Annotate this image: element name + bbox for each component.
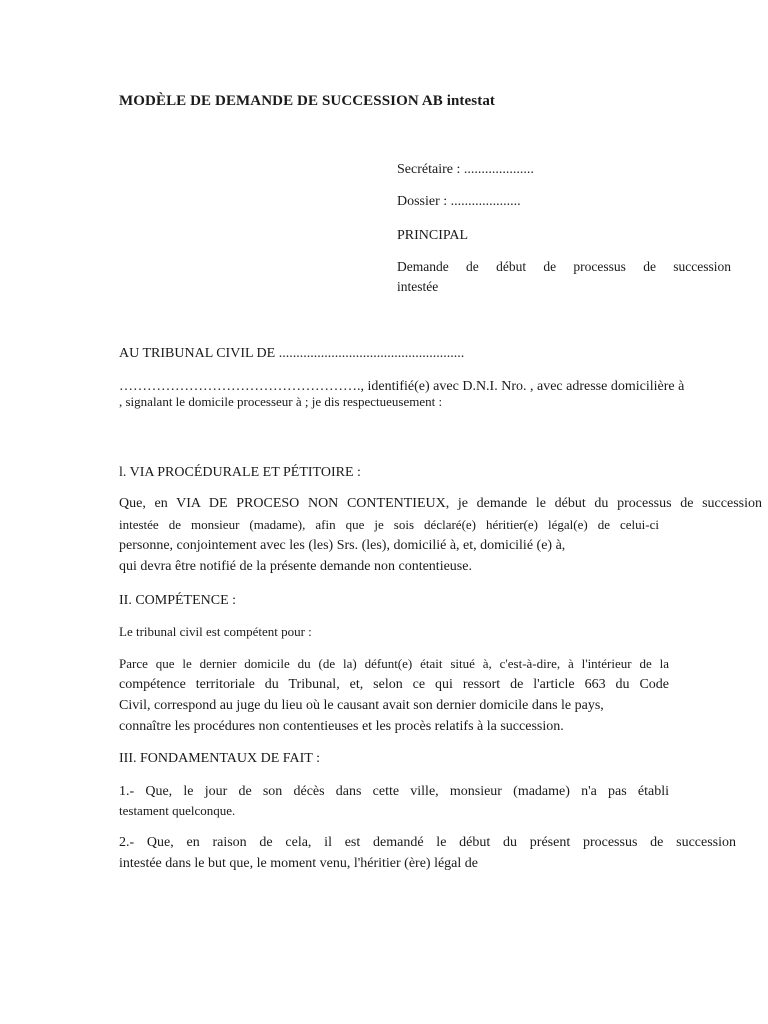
section-1-heading: l. VIA PROCÉDURALE ET PÉTITOIRE : bbox=[119, 465, 361, 480]
tribunal-line: AU TRIBUNAL CIVIL DE ..................................................... bbox=[119, 346, 465, 361]
section-2-line-3: Civil, correspond au juge du lieu où le causant avait son dernier domicile dans le pays, bbox=[119, 698, 604, 713]
identification-paragraph bbox=[119, 376, 732, 409]
section-3-item-1 bbox=[119, 781, 669, 819]
section-1-line-3: personne, conjointement avec les (les) Srs. (les), domicilié à, et, domicilié (e) à, bbox=[119, 538, 566, 553]
section-3-item-2-line-2: intestée dans le but que, le moment venu, l'héritier (ère) légal de bbox=[119, 856, 478, 871]
section-3-item-2-line-1: 2.- Que, en raison de cela, il est demandé le début du présent processus de succession bbox=[119, 835, 736, 850]
section-3-item-1-line-1: 1.- Que, le jour de son décès dans cette ville, monsieur (madame) n'a pas établi bbox=[119, 784, 669, 799]
document-title: MODÈLE DE DEMANDE DE SUCCESSION AB intestat bbox=[119, 93, 496, 109]
dossier-field: Dossier : .................... bbox=[397, 194, 521, 209]
section-2-intro: Le tribunal civil est compétent pour : bbox=[119, 624, 312, 639]
identification-line-1: ……………………………………………., identifié(e) avec D.N.I. Nro. , avec adresse domicilière à bbox=[119, 379, 685, 394]
secretaire-field: Secrétaire : .................... bbox=[397, 162, 534, 177]
demande-line-2: intestée bbox=[397, 279, 439, 294]
section-2-paragraph bbox=[119, 653, 669, 737]
section-2-line-1: Parce que le dernier domicile du (de la) défunt(e) était situé à, c'est-à-dire, à l'intérieur de la bbox=[119, 656, 669, 671]
demande-line-1: Demande de début de processus de succession bbox=[397, 259, 731, 274]
section-3-heading: III. FONDAMENTAUX DE FAIT : bbox=[119, 751, 320, 766]
section-1-line-4: qui devra être notifié de la présente demande non contentieuse. bbox=[119, 559, 472, 574]
section-2-line-4: connaître les procédures non contentieuses et les procès relatifs à la succession. bbox=[119, 719, 564, 734]
section-3-item-2 bbox=[119, 832, 736, 874]
identification-line-2: , signalant le domicile processeur à ; je dis respectueusement : bbox=[119, 394, 443, 409]
demande-description bbox=[397, 257, 731, 297]
section-1-paragraph bbox=[119, 493, 762, 577]
section-1-line-2: intestée de monsieur (madame), afin que je sois déclaré(e) héritier(e) légal(e) de celui-ci bbox=[119, 517, 659, 532]
principal-label: PRINCIPAL bbox=[397, 228, 469, 243]
section-1-line-1: Que, en VIA DE PROCESO NON CONTENTIEUX, je demande le début du processus de succession bbox=[119, 496, 762, 511]
section-3-item-1-line-2: testament quelconque. bbox=[119, 803, 236, 818]
section-2-heading: II. COMPÉTENCE : bbox=[119, 593, 237, 608]
section-2-line-2: compétence territoriale du Tribunal, et, selon ce qui ressort de l'article 663 du Code bbox=[119, 677, 669, 692]
